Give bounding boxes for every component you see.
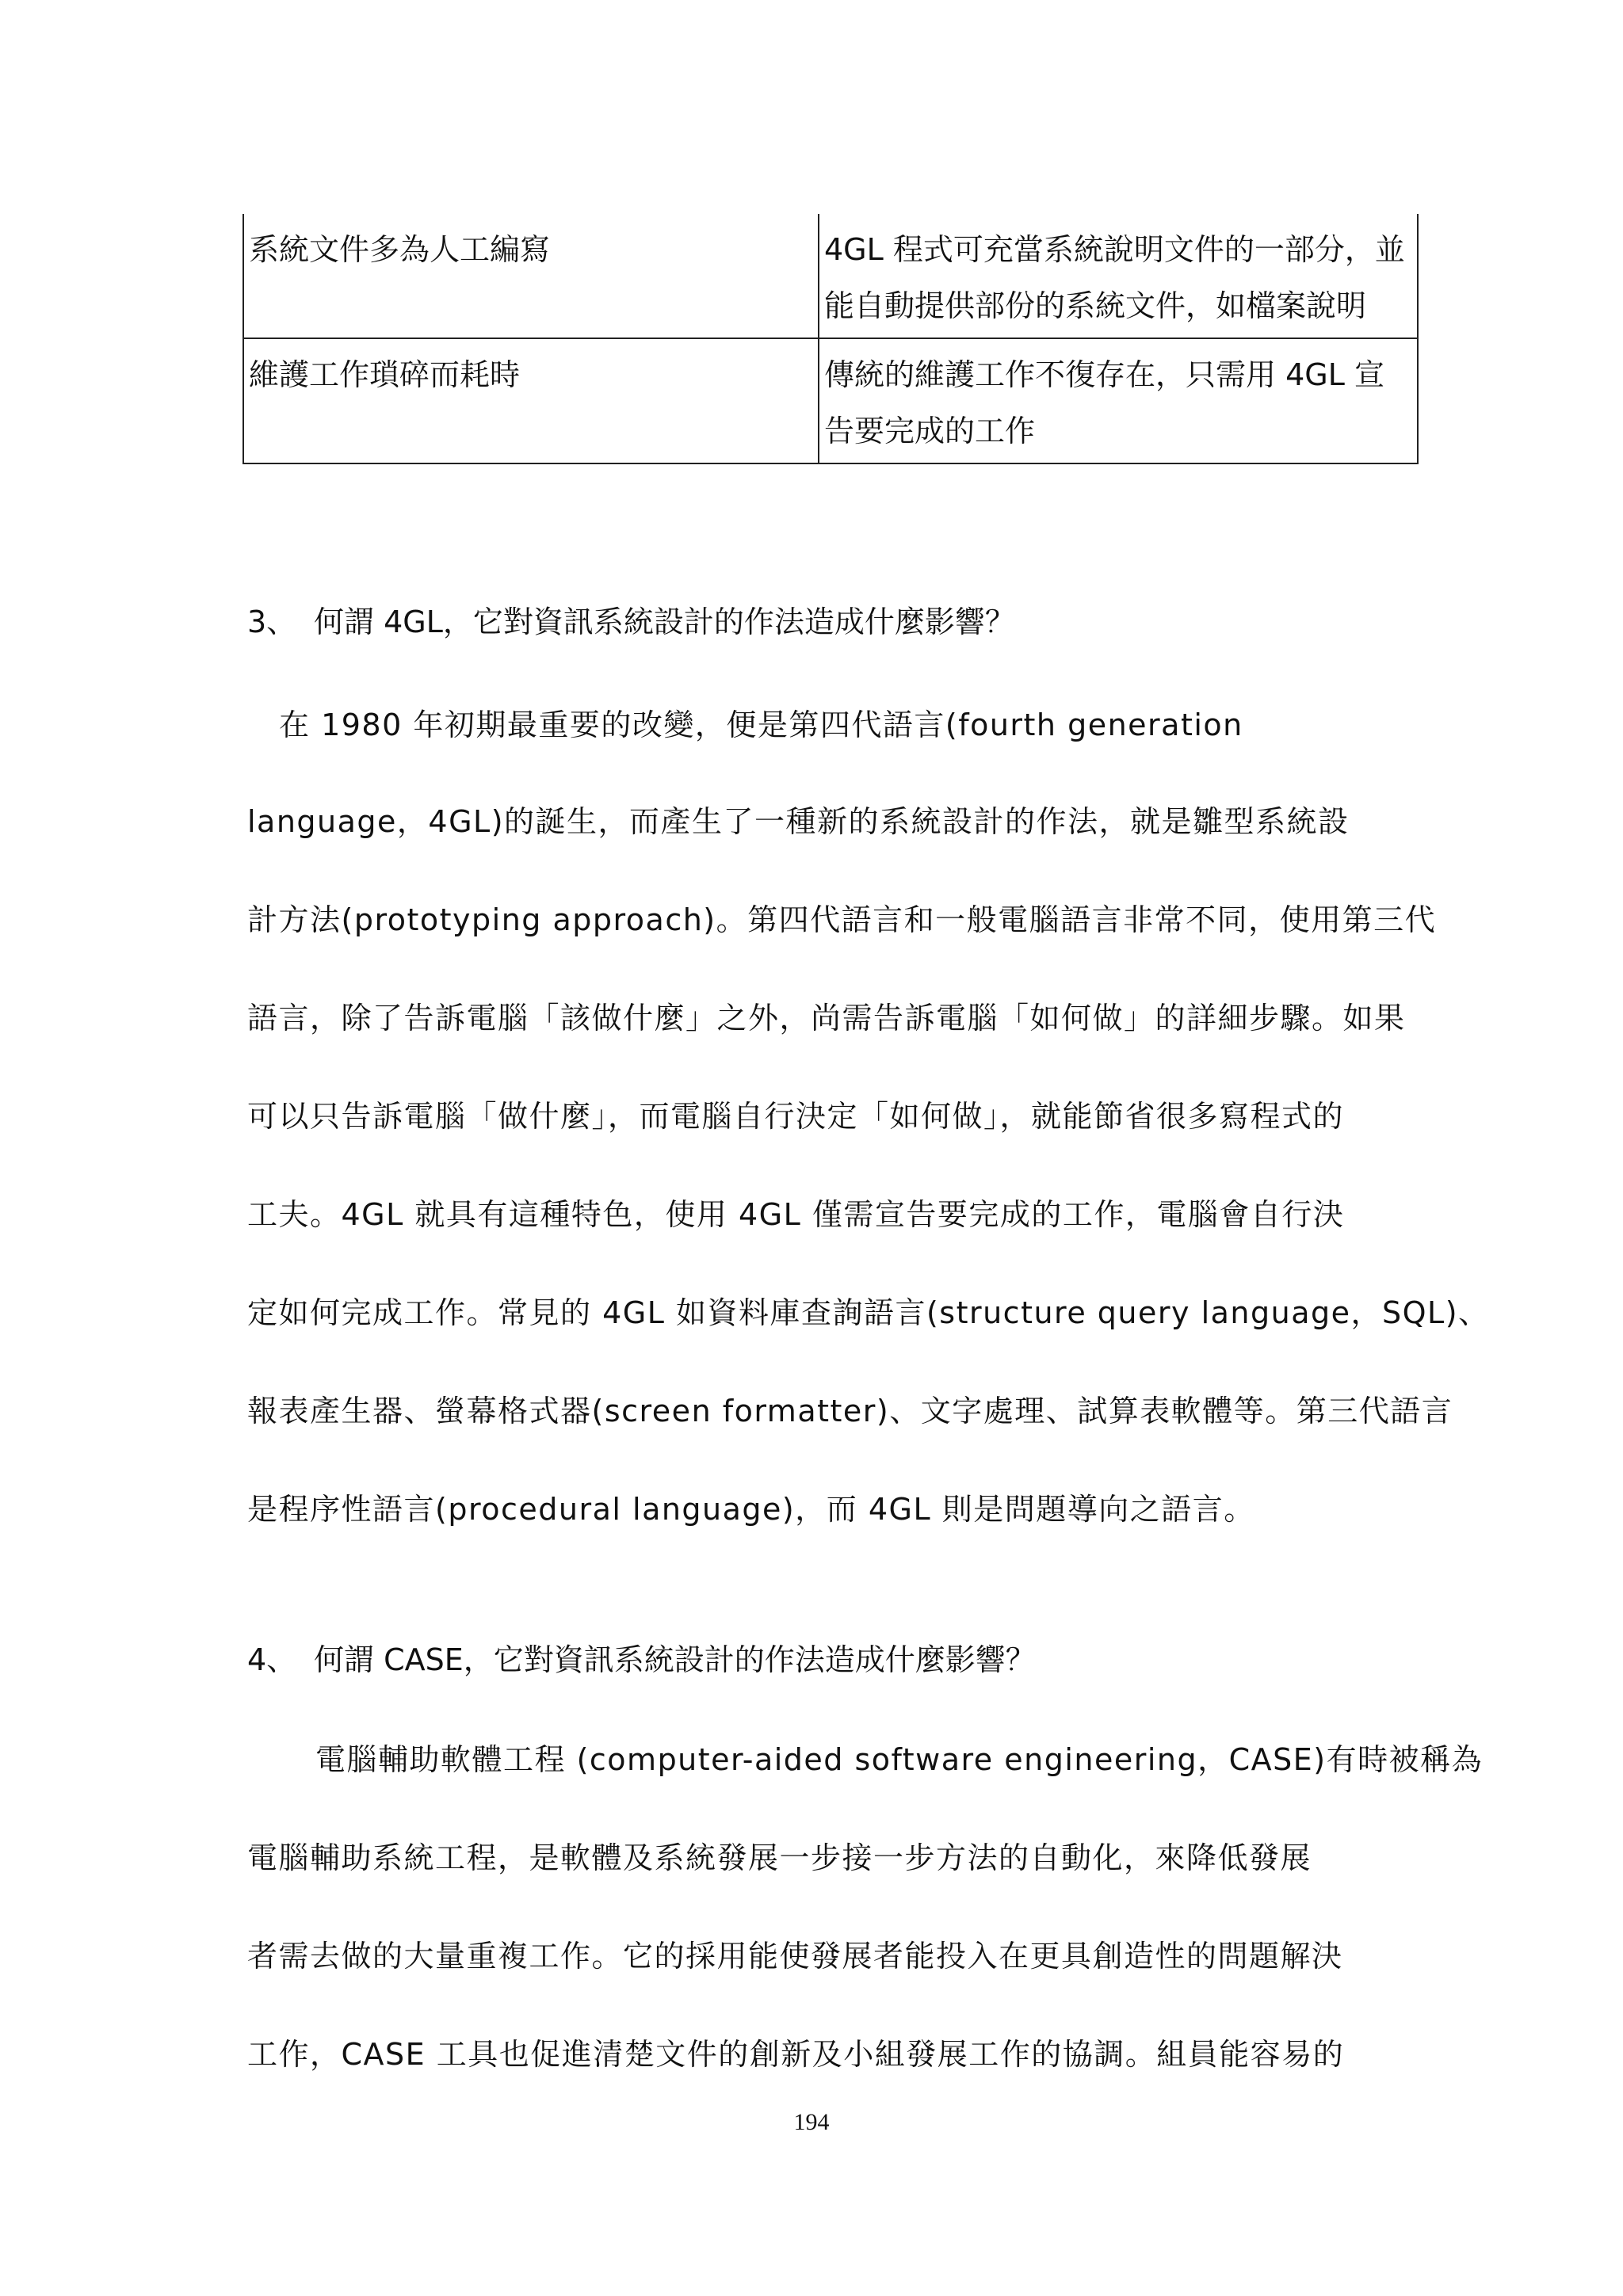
paragraph-line: 語言，除了告訴電腦「該做什麼」之外，尚需告訴電腦「如何做」的詳細步驟。如果 xyxy=(247,1001,1406,1035)
paragraph-line: 可以只告訴電腦「做什麼」，而電腦自行決定「如何做」，就能節省很多寫程式的 xyxy=(247,1099,1345,1134)
table-row xyxy=(243,214,1418,338)
question-heading xyxy=(247,602,1015,642)
paragraph-line: 者需去做的大量重複工作。它的採用能使發展者能投入在更具創造性的問題解決 xyxy=(247,1939,1343,1974)
paragraph-line: 工作，CASE 工具也促進清楚文件的創新及小組發展工作的協調。組員能容易的 xyxy=(247,2037,1345,2072)
table-cell: 4GL 程式可充當系統說明文件的一部分，並能自動提供部份的系統文件，如檔案說明 xyxy=(819,214,1418,338)
paragraph-line: 是程序性語言(procedural language)，而 4GL 則是問題導向之語言。 xyxy=(247,1492,1255,1527)
paragraph-line: 工夫。4GL 就具有這種特色，使用 4GL 僅需宣告要完成的工作，電腦會自行決 xyxy=(247,1197,1345,1232)
paragraph-line: language，4GL)的誕生，而產生了一種新的系統設計的作法，就是雛型系統設 xyxy=(247,804,1350,839)
paragraph-line: 在 1980 年初期最重要的改變，便是第四代語言(fourth generation xyxy=(279,707,1243,742)
paragraph-line: 電腦輔助軟體工程 (computer-aided software engineering，CASE)有時被稱為 xyxy=(315,1742,1484,1777)
question-heading xyxy=(247,1640,1036,1680)
question-number: 4、 xyxy=(247,1642,297,1677)
paragraph-line: 電腦輔助系統工程，是軟體及系統發展一步接一步方法的自動化，來降低發展 xyxy=(247,1840,1312,1875)
table-cell: 系統文件多為人工編寫 xyxy=(243,214,819,338)
page-number: 194 xyxy=(793,2109,830,2135)
paragraph-line: 計方法(prototyping approach)。第四代語言和一般電腦語言非常不同，使用第三代 xyxy=(247,902,1437,937)
question-title: 何謂 CASE，它對資訊系統設計的作法造成什麼影響？ xyxy=(314,1642,1036,1677)
table-cell: 維護工作瑣碎而耗時 xyxy=(243,338,819,463)
paragraph-line: 報表產生器、螢幕格式器(screen formatter)、文字處理、試算表軟體等。第三代語言 xyxy=(247,1394,1453,1428)
question-title: 何謂 4GL，它對資訊系統設計的作法造成什麼影響？ xyxy=(314,605,1015,639)
question-number: 3、 xyxy=(247,605,297,639)
paragraph-line: 定如何完成工作。常見的 4GL 如資料庫查詢語言(structure query language，SQL)、 xyxy=(247,1295,1490,1330)
comparison-table xyxy=(242,214,1419,464)
table-cell: 傳統的維護工作不復存在，只需用 4GL 宣告要完成的工作 xyxy=(819,338,1418,463)
table-row xyxy=(243,338,1418,463)
